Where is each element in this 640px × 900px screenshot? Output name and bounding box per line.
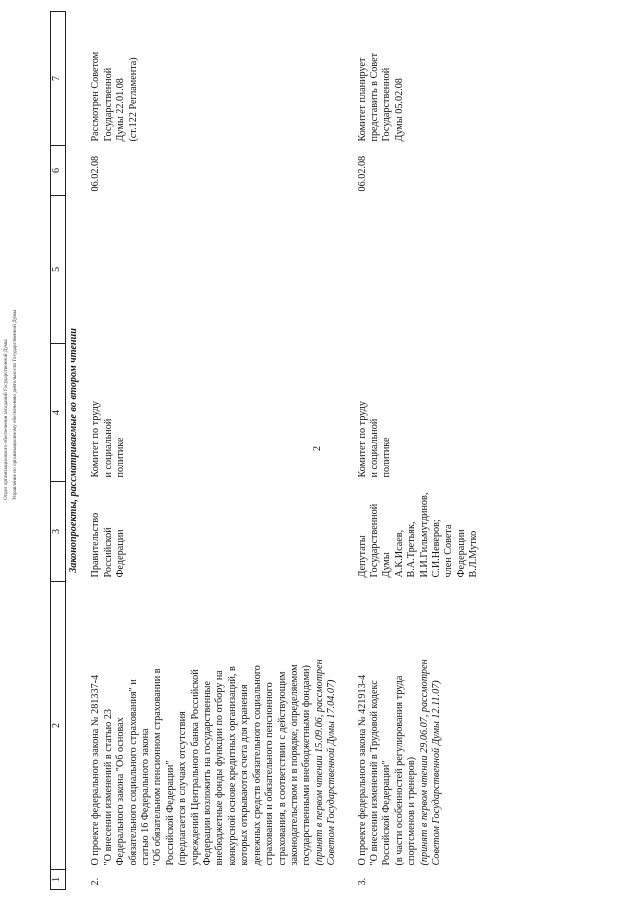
table-row [88, 12, 340, 890]
column-header: 5 [51, 196, 66, 344]
column-5-cell [88, 196, 340, 344]
page-number: 2 [312, 446, 323, 451]
bill-author: Депутаты Государственной Думы А.К.Исаев, В.А.Третьяк, И.И.Гильмутдинов, С.И.Неверов; член Совета Федерации В.Л.Мутко [356, 492, 480, 578]
column-header: 1 [51, 870, 66, 890]
consideration-date: 06.02.08 [356, 155, 368, 192]
bill-status: Комитет планирует представить в Совет Государственной Думы 05.02.08 [356, 52, 405, 142]
footer-line: Управление по организационному обеспечению деятельности Государственной Думы [12, 310, 18, 500]
column-number-header [51, 12, 66, 890]
bill-reading-note: (принят в первом чтении 29.06.07, рассмотрен [418, 659, 430, 866]
section-title: Законопроекты, рассматриваемые во втором чтении [68, 328, 79, 573]
bill-status: Рассмотрен Советом Государственной Думы 22.01.08 (ст.122 Регламента) [90, 51, 139, 142]
column-header: 7 [51, 12, 66, 146]
column-5-cell [355, 196, 483, 344]
bills-table [50, 11, 483, 890]
table-row [355, 12, 483, 890]
consideration-date: 06.02.08 [90, 155, 102, 192]
bill-description: О проекте федерального закона № 281337-4 "О внесении изменений в статью 23 Федерального закона "Об основах обязательного социального страхования" и статью 16 Федерального закона "Об обязательном пенсионном страховании в Российской Федерации" (предлагается в случаях отсутствия учреждений Центрального банка Российской Федерации возложить на государственные внебюджетные фонды функции по отбору на конкурсной основе кредитных организаций, в которых открываются счета для хранения денежных средств обязательного социального страхования и обязательного пенсионного страхования, в соответствии с действующим законодательством и в порядке, определяемом государственными внебюджетными фондами) (принят в первом чтении 15.09.06, рассмотрен Советом Государственной Думы 17.04.07) [88, 582, 340, 870]
responsible-committee: Комитет по труду и социальной политике [90, 401, 127, 478]
footer-line: Отдел организационного обеспечения заседаний Государственной Думы [3, 339, 9, 500]
row-number: 3. [356, 877, 368, 886]
document-sheet [50, 12, 640, 890]
rotated-table-area [50, 12, 640, 890]
row-number: 2. [90, 877, 102, 886]
document-footer [2, 80, 32, 500]
responsible-committee: Комитет по труду и социальной политике [356, 401, 393, 478]
column-header: 2 [51, 582, 66, 870]
bill-description: О проекте федерального закона № 421913-4 "О внесении изменений в Трудовой кодекс Российской Федерации" (в части особенностей регулирования труда спортсменов и тренеров) (принят в первом чтении 29.06.07, рассмотрен Советом Государственной Думы 12.11.07) [355, 582, 483, 870]
column-header: 4 [51, 344, 66, 482]
column-header: 6 [51, 146, 66, 196]
column-header: 3 [51, 482, 66, 582]
bill-author: Правительство Российской Федерации [90, 512, 127, 578]
bill-reading-note: (принят в первом чтении 15.09.06, рассмотрен [313, 659, 325, 866]
